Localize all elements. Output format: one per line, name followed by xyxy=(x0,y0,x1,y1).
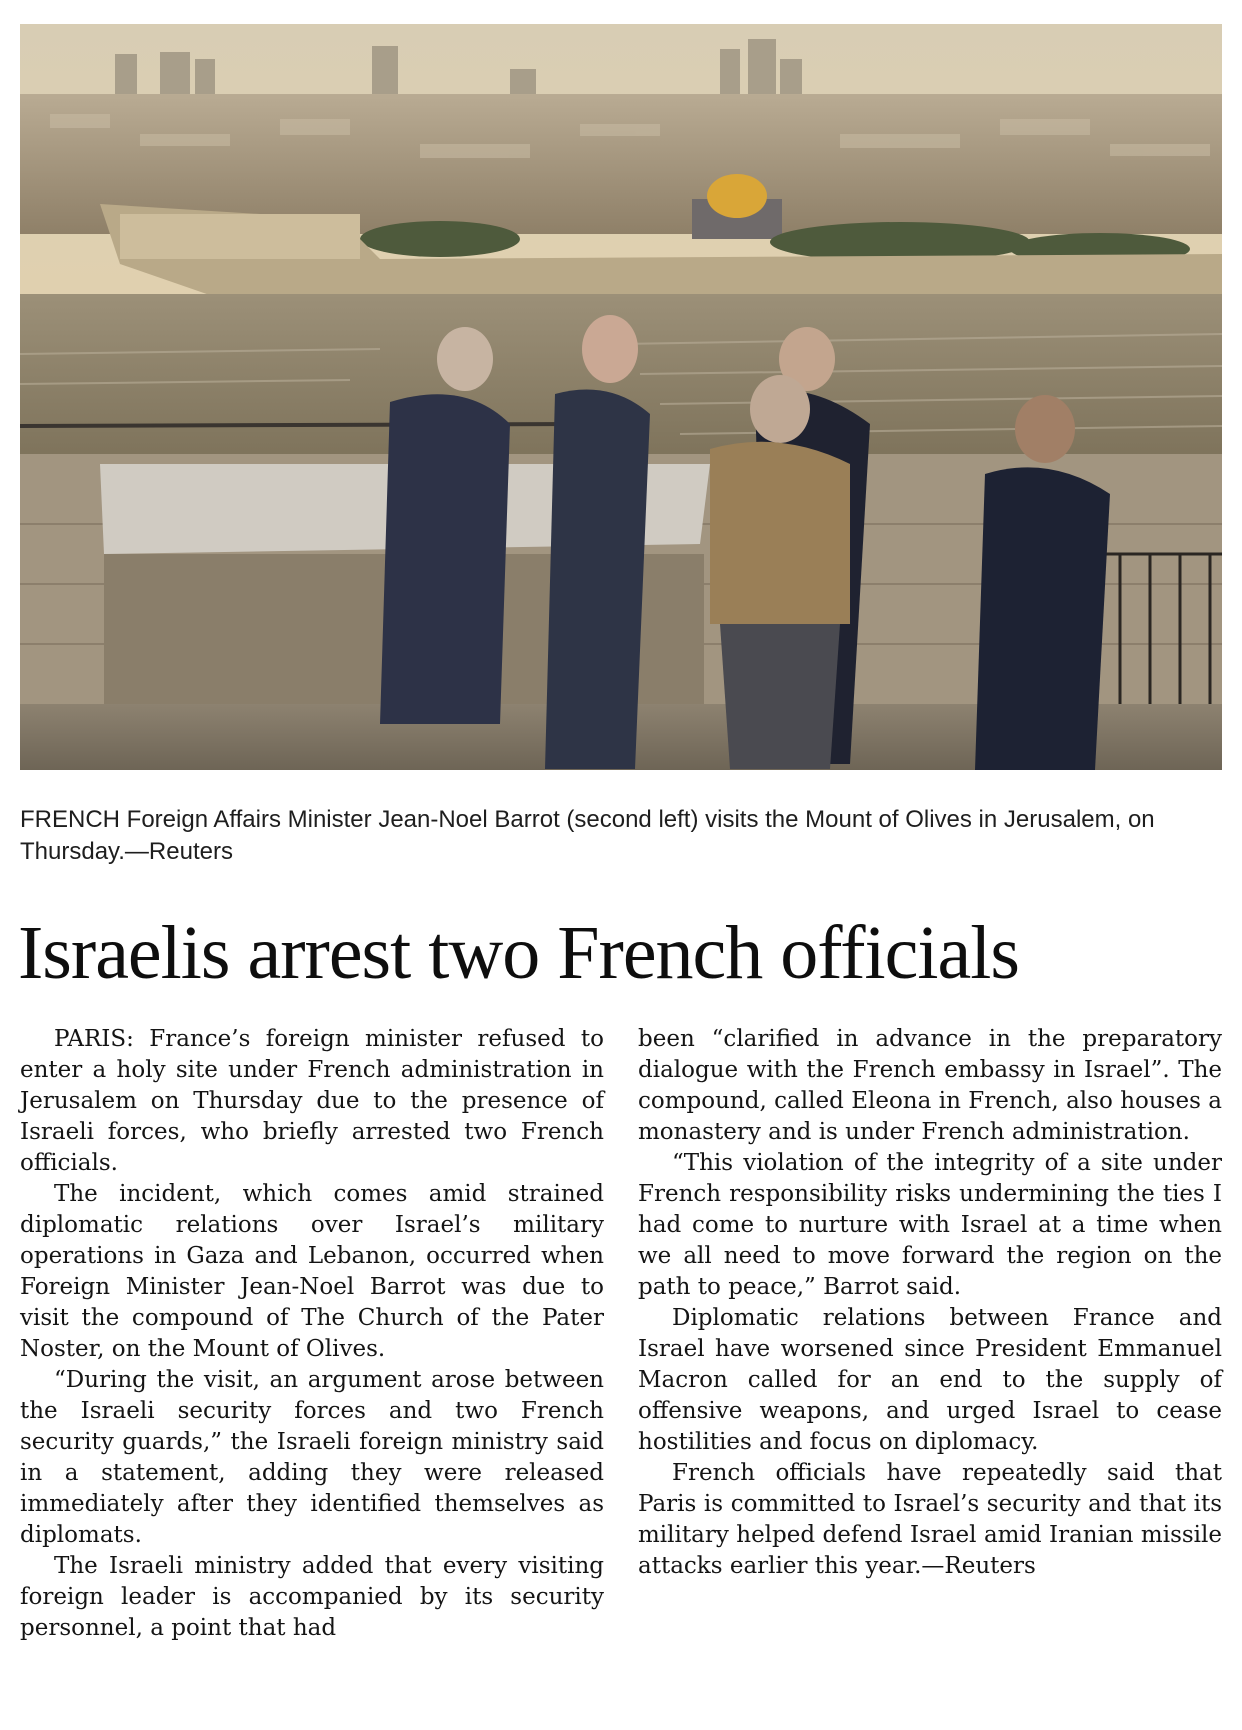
photo-caption: FRENCH Foreign Affairs Minister Jean-Noel Barrot (second left) visits the Mount of Olives in Jerusalem, on Thursday.—Reuters xyxy=(20,806,1155,865)
jerusalem-photo-illustration xyxy=(20,24,1222,770)
article-paragraph: French officials have repeatedly said that Paris is committed to Israel’s security and that its military helped defend Israel amid Iranian missile attacks earlier this year.—Reuters xyxy=(638,1460,1222,1579)
article-column-right xyxy=(638,1024,1222,1582)
article-paragraph: “During the visit, an argument arose between the Israeli security forces and two French security guards,” the Israeli foreign ministry said in a statement, adding they were released immediately after they identified themselves as diplomats. xyxy=(20,1367,604,1548)
article-paragraph: The Israeli ministry added that every visiting foreign leader is accompanied by its security personnel, a point that had xyxy=(20,1553,604,1641)
article-paragraph: Diplomatic relations between France and Israel have worsened since President Emmanuel Macron called for an end to the supply of offensive weapons, and urged Israel to cease hostilities and focus on diplomacy. xyxy=(638,1305,1222,1455)
article-paragraph: The incident, which comes amid strained diplomatic relations over Israel’s military operations in Gaza and Lebanon, occurred when Foreign Minister Jean-Noel Barrot was due to visit the compound of The Church of the Pater Noster, on the Mount of Olives. xyxy=(20,1181,604,1362)
article-paragraph: “This violation of the integrity of a site under French responsibility risks undermining the ties I had come to nurture with Israel at a time when we all need to move forward the region on the path to peace,” Barrot said. xyxy=(638,1150,1222,1300)
news-photo xyxy=(20,24,1222,770)
article-paragraph: PARIS: France’s foreign minister refused to enter a holy site under French administration in Jerusalem on Thursday due to the presence of Israeli forces, who briefly arrested two French officials. xyxy=(20,1026,604,1176)
article-paragraph: been “clarified in advance in the preparatory dialogue with the French embassy in Israel”. The compound, called Eleona in French, also houses a monastery and is under French administration. xyxy=(638,1026,1222,1145)
article-headline: Israelis arrest two French officials xyxy=(18,911,1019,995)
article-column-left xyxy=(20,1024,604,1644)
